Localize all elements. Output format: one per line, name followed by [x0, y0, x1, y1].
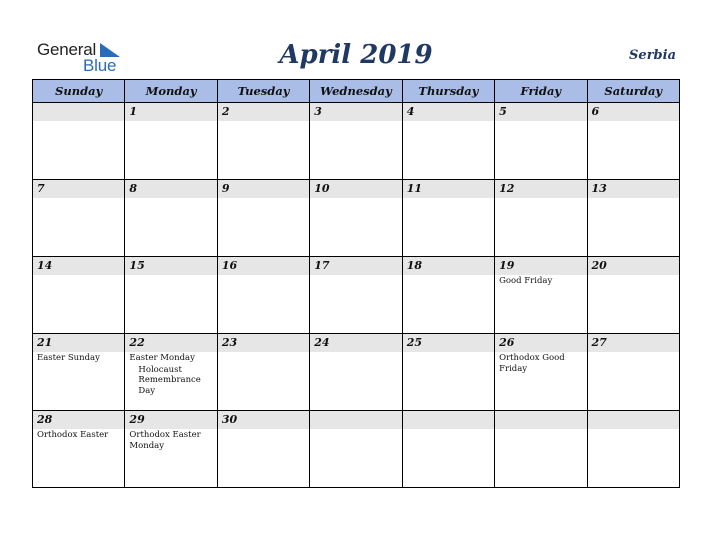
day-cell — [587, 257, 679, 334]
day-number — [495, 411, 586, 429]
day-number: 1 — [125, 103, 216, 121]
day-cell — [495, 257, 587, 334]
weekday-header: Sunday — [33, 80, 125, 103]
weekday-header: Friday — [495, 80, 587, 103]
day-cell — [402, 257, 494, 334]
holiday-label: Orthodox Easter — [37, 430, 109, 440]
day-cell — [310, 180, 402, 257]
day-number — [403, 411, 494, 429]
day-number — [33, 103, 124, 121]
day-number: 28 — [33, 411, 124, 429]
day-cell — [33, 180, 125, 257]
day-cell — [402, 180, 494, 257]
calendar-title: April 2019 — [279, 40, 433, 70]
holiday-label: Easter Sunday — [37, 353, 100, 363]
day-cell — [125, 103, 217, 180]
day-number: 6 — [588, 103, 679, 121]
day-cell — [125, 334, 217, 411]
week-row — [33, 334, 680, 411]
day-cell — [402, 411, 494, 488]
day-number: 10 — [310, 180, 401, 198]
day-number: 30 — [218, 411, 309, 429]
day-number: 24 — [310, 334, 401, 352]
day-cell — [33, 411, 125, 488]
day-number: 26 — [495, 334, 586, 352]
logo-text-general: General — [37, 40, 97, 59]
day-cell — [587, 103, 679, 180]
day-number: 5 — [495, 103, 586, 121]
day-cell — [587, 334, 679, 411]
country-label: Serbia — [629, 48, 676, 63]
day-cell — [310, 257, 402, 334]
day-cell — [33, 257, 125, 334]
day-number: 14 — [33, 257, 124, 275]
week-row — [33, 411, 680, 488]
weekday-header: Thursday — [402, 80, 494, 103]
holiday-label: Good Friday — [499, 276, 553, 286]
day-number: 16 — [218, 257, 309, 275]
day-cell — [495, 411, 587, 488]
week-row — [33, 257, 680, 334]
day-cell — [33, 103, 125, 180]
day-cell — [587, 180, 679, 257]
day-number: 21 — [33, 334, 124, 352]
week-row — [33, 180, 680, 257]
day-number: 3 — [310, 103, 401, 121]
weekday-header: Monday — [125, 80, 217, 103]
day-cell — [587, 411, 679, 488]
day-number: 9 — [218, 180, 309, 198]
day-number: 11 — [403, 180, 494, 198]
day-number: 29 — [125, 411, 216, 429]
day-cell — [217, 257, 309, 334]
day-number: 18 — [403, 257, 494, 275]
day-cell — [125, 180, 217, 257]
day-number — [588, 411, 679, 429]
day-number: 23 — [218, 334, 309, 352]
day-number: 12 — [495, 180, 586, 198]
holiday-label: Orthodox Good Friday — [499, 353, 565, 374]
day-number: 8 — [125, 180, 216, 198]
day-number: 4 — [403, 103, 494, 121]
day-number: 15 — [125, 257, 216, 275]
day-cell — [495, 103, 587, 180]
weekday-header: Tuesday — [217, 80, 309, 103]
calendar-grid — [32, 79, 680, 488]
holiday-label: Holocaust Remembrance Day — [138, 364, 201, 396]
day-number: 13 — [588, 180, 679, 198]
logo-text-blue: Blue — [83, 56, 117, 75]
week-row — [33, 103, 680, 180]
weekday-header-row — [33, 80, 680, 103]
day-number: 19 — [495, 257, 586, 275]
day-cell — [495, 334, 587, 411]
day-number: 2 — [218, 103, 309, 121]
day-cell — [495, 180, 587, 257]
day-cell — [217, 334, 309, 411]
day-number: 20 — [588, 257, 679, 275]
weekday-header: Saturday — [587, 80, 679, 103]
day-cell — [310, 411, 402, 488]
holiday-label: Easter Monday — [129, 353, 195, 363]
weekday-header: Wednesday — [310, 80, 402, 103]
day-cell — [125, 257, 217, 334]
day-cell — [125, 411, 217, 488]
day-cell — [217, 411, 309, 488]
day-cell — [217, 180, 309, 257]
day-cell — [33, 334, 125, 411]
day-number: 25 — [403, 334, 494, 352]
day-cell — [310, 103, 402, 180]
day-cell — [402, 334, 494, 411]
day-cell — [217, 103, 309, 180]
day-cell — [310, 334, 402, 411]
day-number: 27 — [588, 334, 679, 352]
day-number: 22 — [125, 334, 216, 352]
day-cell — [402, 103, 494, 180]
day-number: 17 — [310, 257, 401, 275]
holiday-label: Orthodox Easter Monday — [129, 430, 201, 451]
day-number — [310, 411, 401, 429]
day-number: 7 — [33, 180, 124, 198]
